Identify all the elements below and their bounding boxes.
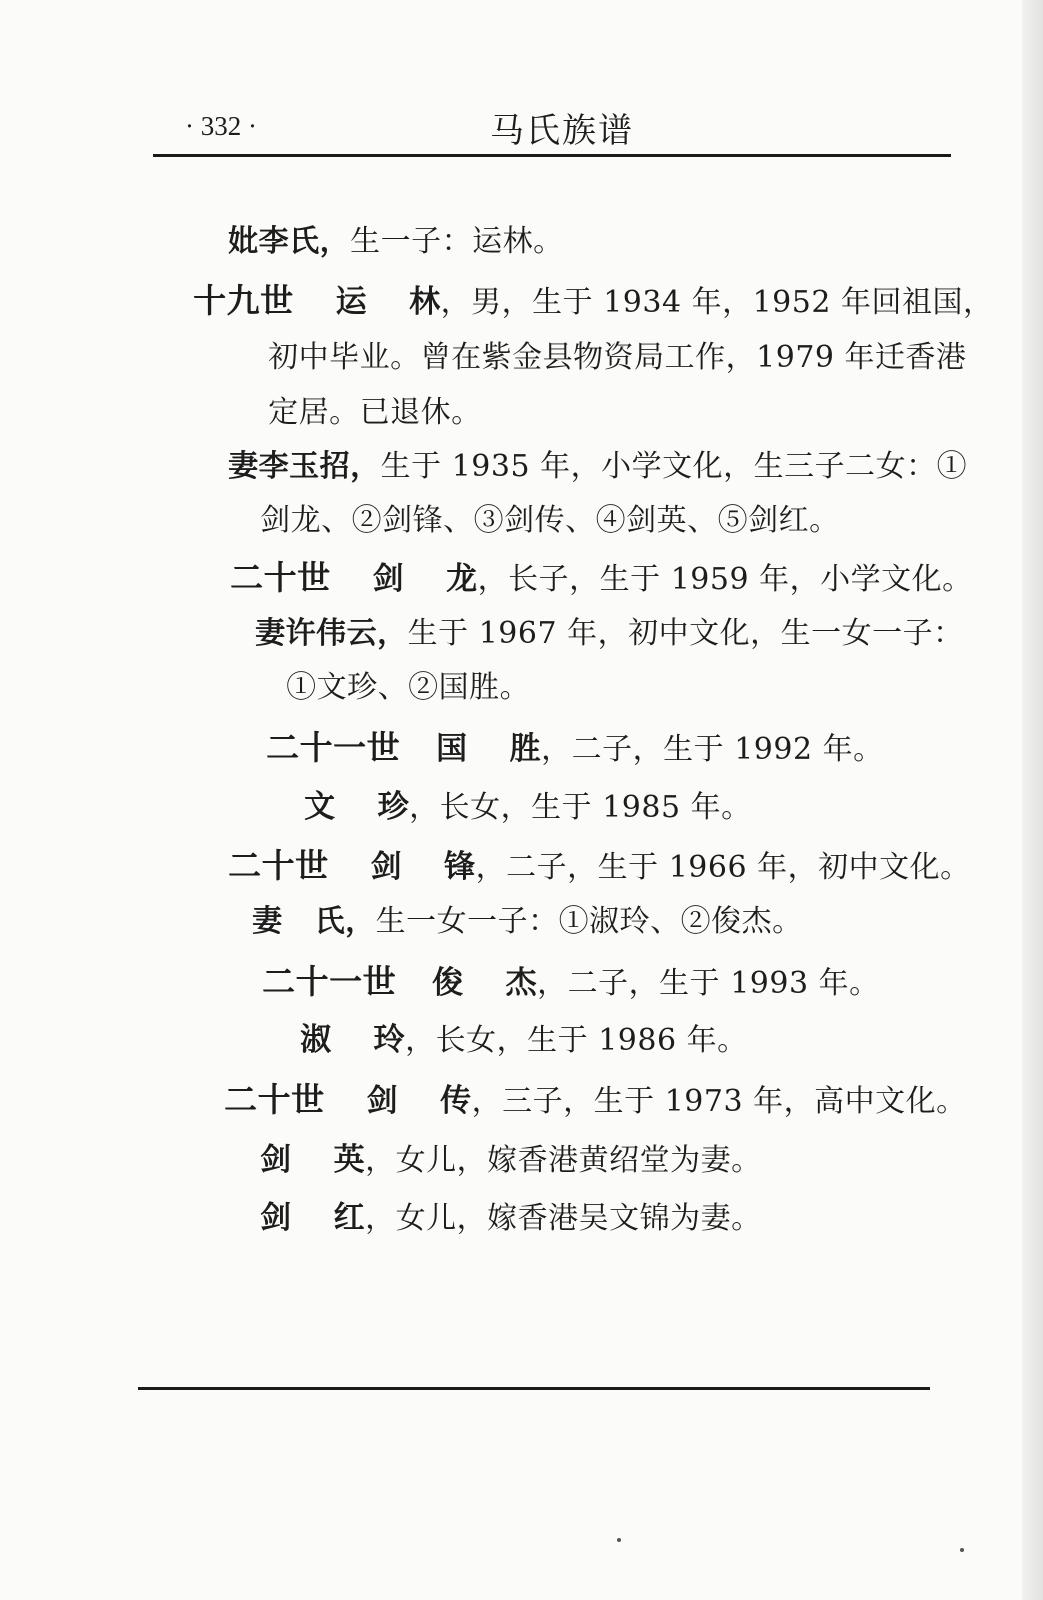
person-name: 妻许伟云，	[255, 616, 408, 651]
footer-rule	[138, 1387, 930, 1390]
person-name: 淑	[300, 1022, 332, 1058]
person-name: 剑	[370, 849, 403, 885]
person-name: 红	[333, 1200, 366, 1236]
person-name: 英	[333, 1142, 366, 1178]
generation-label: 二十世	[230, 558, 331, 597]
person-name: 锋	[444, 849, 476, 885]
generation-label: 二十一世	[262, 962, 397, 1001]
entry-text: 生于 1967 年，初中文化，生一女一子：	[407, 616, 964, 651]
generation-label: 二十一世	[266, 728, 401, 767]
entry-jianhong	[220, 1158, 762, 1279]
entry-text: 定居。已退休。	[268, 395, 482, 430]
entry-text: 初中毕业。曾在紫金县物资局工作，1979 年迁香港	[268, 340, 967, 375]
entry-text: ①文珍、②国胜。	[286, 670, 531, 705]
person-name: 剑	[260, 1200, 292, 1236]
person-name: 国	[436, 731, 468, 767]
page-edge-shadow	[1022, 0, 1043, 1600]
person-name: 氏，	[314, 904, 376, 939]
person-name: 杰	[505, 965, 538, 1001]
person-name: 俊	[432, 965, 464, 1001]
entry-text: ，女儿，嫁香港黄绍堂为妻。	[365, 1143, 762, 1178]
entry-text: ，男，生于 1934 年，1952 年回祖国，	[440, 285, 994, 320]
person-name: 龙	[446, 561, 478, 597]
entry-text: 生一女一子：①淑玲、②俊杰。	[375, 904, 803, 939]
person-name: 剑	[260, 1142, 292, 1178]
entry-text: ，二子，生于 1992 年。	[541, 732, 884, 767]
person-name: 剑	[366, 1083, 399, 1119]
person-name: 剑	[372, 561, 405, 597]
scan-speck	[960, 1548, 964, 1552]
person-name: 胜	[509, 731, 542, 767]
entry-text: ，长女，生于 1985 年。	[409, 790, 752, 825]
entry-text: ，长子，生于 1959 年，小学文化。	[477, 562, 973, 597]
entry-text: 剑龙、②剑锋、③剑传、④剑英、⑤剑红。	[260, 503, 840, 538]
header-rule	[153, 154, 951, 157]
page-number: · 332 ·	[185, 111, 257, 141]
entry-text: ，二子，生于 1993 年。	[537, 966, 880, 1001]
person-name: 妻李玉招，	[228, 449, 381, 484]
person-name: 妻	[252, 904, 283, 939]
person-name: 林	[409, 284, 441, 320]
person-name: 妣李氏，	[228, 224, 351, 259]
person-name: 文	[304, 789, 336, 825]
person-name: 传	[440, 1083, 472, 1119]
generation-label: 二十世	[228, 846, 329, 885]
page-title: 马氏族谱	[490, 111, 634, 151]
person-name: 运	[335, 284, 368, 320]
generation-label: 十九世	[193, 281, 294, 320]
person-name: 珍	[377, 789, 410, 825]
entry-text: ，二子，生于 1966 年，初中文化。	[475, 850, 971, 885]
entry-text: ，女儿，嫁香港吴文锦为妻。	[365, 1201, 762, 1236]
generation-label: 二十世	[224, 1080, 325, 1119]
entry-text: 生一子：运林。	[350, 224, 564, 259]
person-name: 玲	[373, 1022, 406, 1058]
entry-text: 生于 1935 年，小学文化，生三子二女：①	[380, 449, 968, 484]
entry-text: ，三子，生于 1973 年，高中文化。	[471, 1084, 967, 1119]
entry-text: ，长女，生于 1986 年。	[405, 1023, 748, 1058]
scan-speck	[617, 1538, 621, 1542]
